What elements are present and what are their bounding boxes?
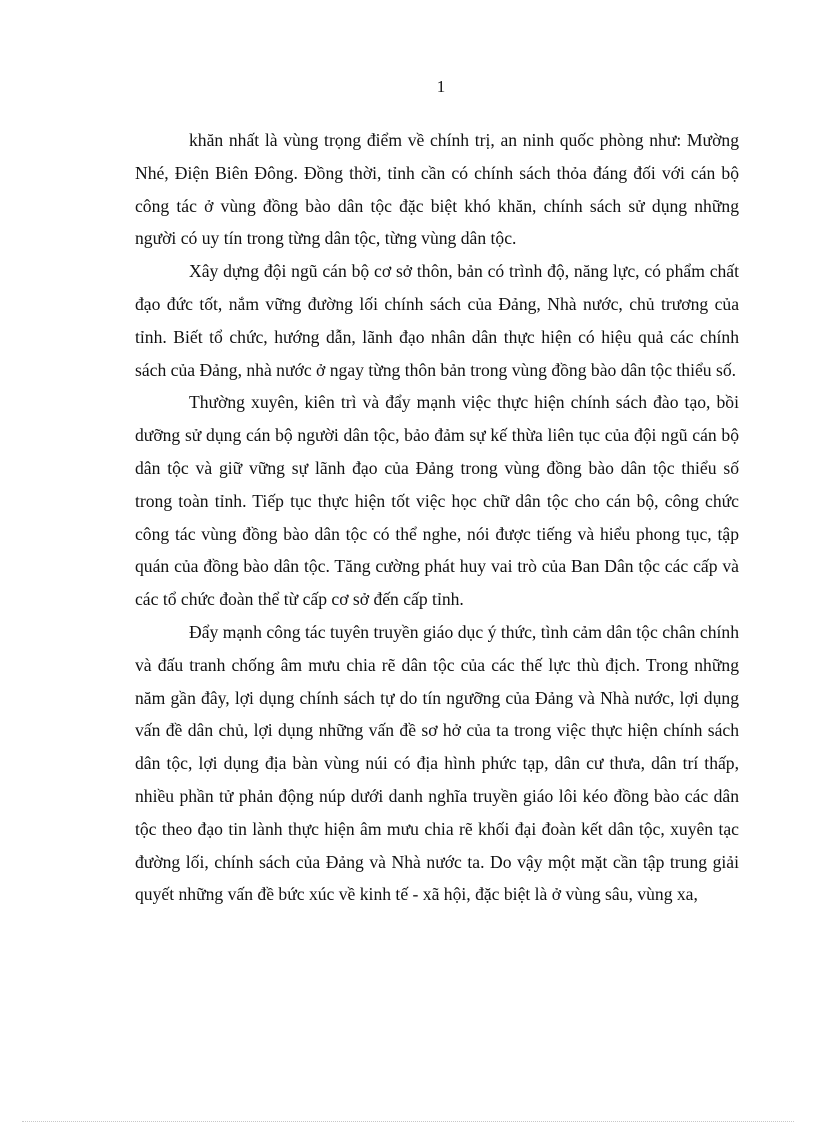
page-bottom-divider — [22, 1121, 794, 1122]
paragraph-2: Xây dựng đội ngũ cán bộ cơ sở thôn, bản có trình độ, năng lực, có phẩm chất đạo đức tốt, nắm vững đường lối chính sách của Đảng, Nhà nước, chủ trương của tỉnh. Biết tổ chức, hướng dẫn, lãnh đạo nhân dân thực hiện có hiệu quả các chính sách của Đảng, nhà nước ở ngay từng thôn bản trong vùng đồng bào dân tộc thiểu số. — [135, 261, 739, 380]
paragraph-3: Thường xuyên, kiên trì và đẩy mạnh việc thực hiện chính sách đào tạo, bồi dưỡng sử dụng cán bộ người dân tộc, bảo đảm sự kế thừa liên tục của đội ngũ cán bộ dân tộc và giữ vững sự lãnh đạo của Đảng trong vùng đồng bào dân tộc thiểu số trong toàn tỉnh. Tiếp tục thực hiện tốt việc học chữ dân tộc cho cán bộ, công chức công tác vùng đồng bào dân tộc có thể nghe, nói được tiếng và hiểu phong tục, tập quán của đồng bào dân tộc. Tăng cường phát huy vai trò của Ban Dân tộc các cấp và các tổ chức đoàn thể từ cấp cơ sở đến cấp tỉnh. — [135, 392, 739, 610]
page-number: 1 — [436, 77, 446, 96]
document-body — [135, 124, 739, 911]
paragraph-4: Đẩy mạnh công tác tuyên truyền giáo dục ý thức, tình cảm dân tộc chân chính và đấu tranh chống âm mưu chia rẽ dân tộc của các thế lực thù địch. Trong những năm gần đây, lợi dụng chính sách tự do tín ngưỡng của Đảng và Nhà nước, lợi dụng vấn đề dân chủ, lợi dụng những vấn đề sơ hở của ta trong việc thực hiện chính sách dân tộc, lợi dụng địa bàn vùng núi có địa hình phức tạp, dân cư thưa, dân trí thấp, nhiều phần tử phản động núp dưới danh nghĩa truyền giáo lôi kéo đồng bào các dân tộc theo đạo tin lành thực hiện âm mưu chia rẽ khối đại đoàn kết dân tộc, xuyên tạc đường lối, chính sách của Đảng và Nhà nước ta. Do vậy một mặt cần tập trung giải quyết những vấn đề bức xúc về kinh tế - xã hội, đặc biệt là ở vùng sâu, vùng xa, — [135, 621, 739, 905]
paragraph-1: khăn nhất là vùng trọng điểm về chính trị, an ninh quốc phòng như: Mường Nhé, Điện Biên Đông. Đồng thời, tỉnh cần có chính sách thỏa đáng đối với cán bộ công tác ở vùng đồng bào dân tộc đặc biệt khó khăn, chính sách sử dụng những người có uy tín trong từng dân tộc, từng vùng dân tộc. — [135, 130, 739, 249]
